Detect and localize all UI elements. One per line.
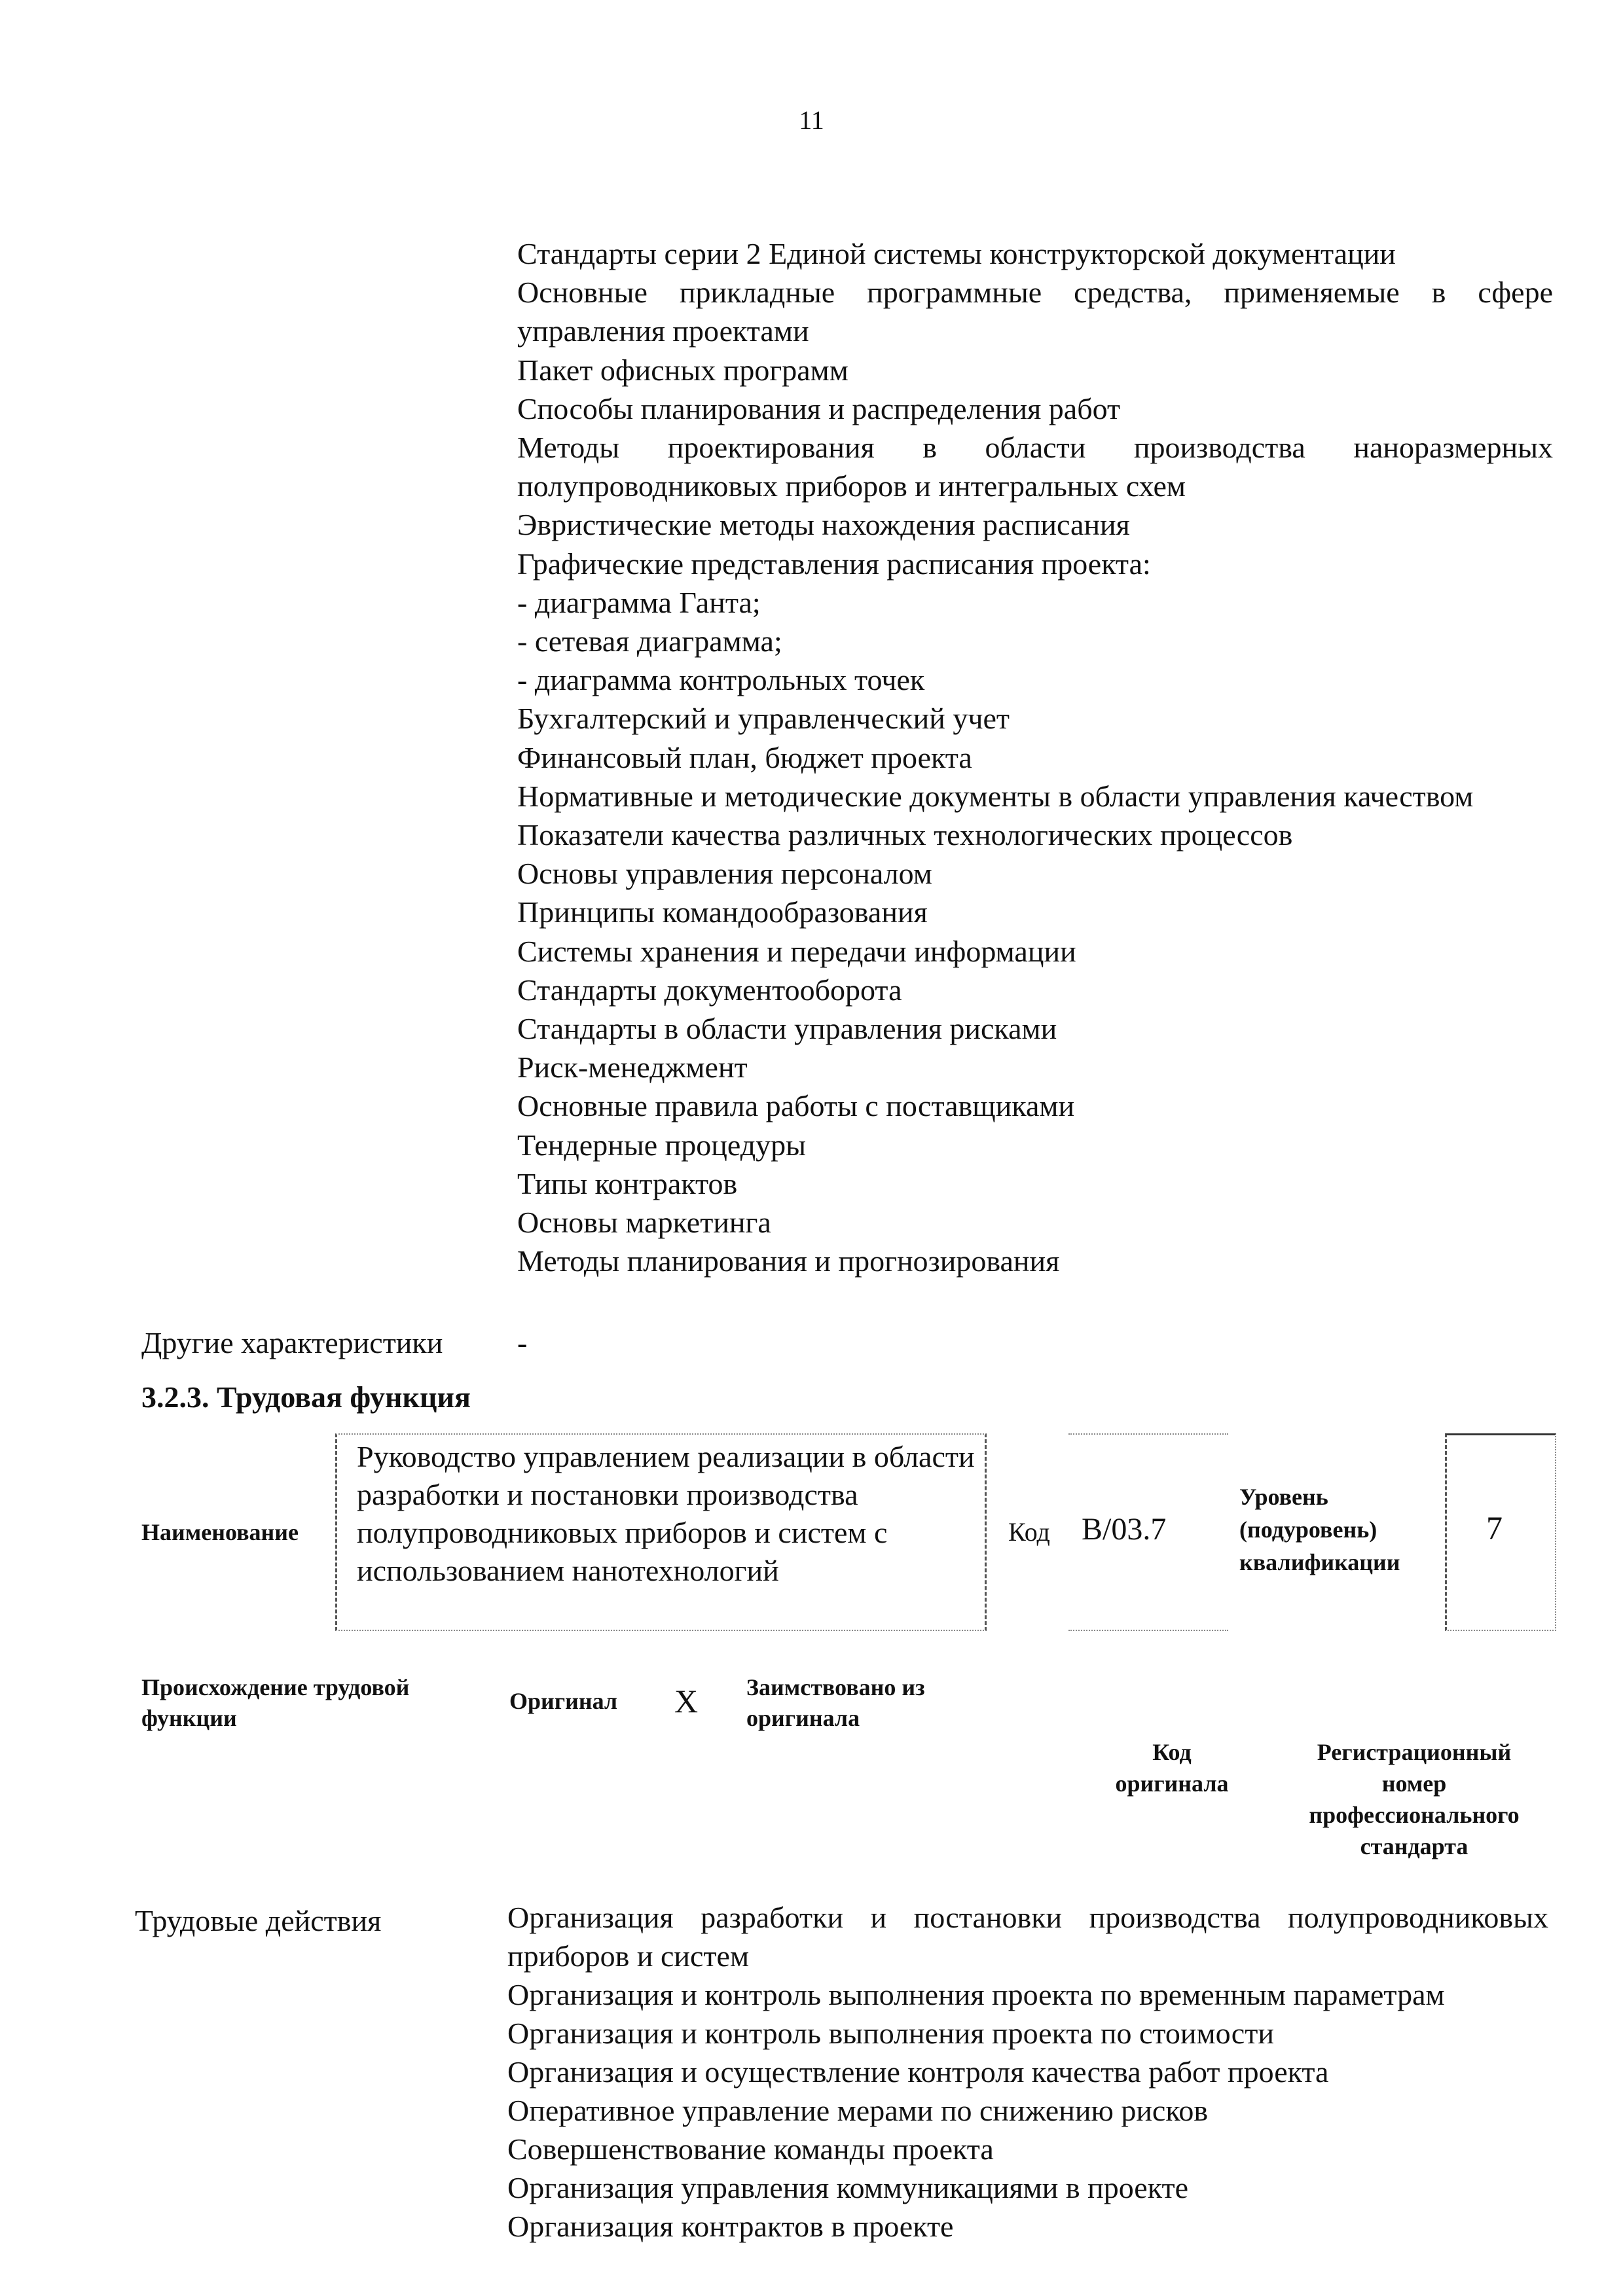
qualification-level-label: [1239, 1480, 1400, 1579]
list-item: Организация контрактов в проекте: [507, 2210, 954, 2243]
reg-label-line: стандарта: [1360, 1833, 1468, 1859]
reg-label-line: Регистрационный: [1317, 1739, 1512, 1765]
labor-actions-label: Трудовые действия: [135, 1904, 382, 1937]
list-item: Стандарты документооборота: [517, 973, 902, 1007]
qualification-level-value: 7: [1486, 1509, 1503, 1546]
list-item: Тендерные процедуры: [517, 1128, 806, 1162]
required-knowledge-list: [517, 234, 1553, 1280]
reg-label-line: профессионального: [1309, 1802, 1520, 1828]
list-item: - диаграмма Ганта;: [517, 585, 761, 619]
origin-label: [141, 1672, 409, 1734]
list-item: Финансовый план, бюджет проекта: [517, 740, 972, 774]
list-item: Основы маркетинга: [517, 1206, 771, 1240]
list-item: Оперативное управление мерами по снижению рисков: [507, 2094, 1209, 2127]
list-item: Эвристические методы нахождения расписания: [517, 508, 1130, 542]
list-item: Стандарты в области управления рисками: [517, 1012, 1057, 1046]
list-item: Организация управления коммуникациями в проекте: [507, 2171, 1188, 2204]
list-item: Организация разработки и постановки производства полупроводниковых приборов и систем: [507, 1901, 1548, 1973]
list-item: Принципы командообразования: [517, 895, 928, 929]
origin-label-line: Происхождение трудовой: [141, 1674, 410, 1700]
list-item: Основы управления персоналом: [517, 857, 932, 891]
original-code-label: [1087, 1736, 1257, 1799]
borrowed-label: [746, 1672, 925, 1734]
original-code-line: Код: [1152, 1739, 1192, 1765]
list-item: Показатели качества различных технологических процессов: [517, 818, 1293, 852]
labor-actions-list: [507, 1898, 1548, 2246]
list-item: Нормативные и методические документы в области управления качеством: [517, 779, 1474, 813]
section-title: 3.2.3. Трудовая функция: [141, 1380, 471, 1414]
origin-label-line: функции: [141, 1705, 237, 1731]
original-label: Оригинал: [509, 1688, 618, 1714]
name-label: Наименование: [141, 1519, 299, 1545]
reg-label-line: номер: [1381, 1770, 1447, 1797]
list-item: Пакет офисных программ: [517, 353, 848, 387]
list-item: Методы планирования и прогнозирования: [517, 1244, 1060, 1278]
list-item: Стандарты серии 2 Единой системы конструкторской документации: [517, 237, 1396, 270]
borrowed-label-line: Заимствовано из: [746, 1674, 925, 1700]
list-item: Системы хранения и передачи информации: [517, 934, 1076, 968]
level-label-line: квалификации: [1239, 1549, 1400, 1575]
list-item: Основные правила работы с поставщиками: [517, 1089, 1075, 1123]
original-code-line: оригинала: [1115, 1770, 1229, 1797]
level-label-line: Уровень: [1239, 1484, 1328, 1510]
other-characteristics-label: Другие характеристики: [141, 1326, 443, 1359]
list-item: - диаграмма контрольных точек: [517, 663, 925, 697]
other-characteristics-value: -: [517, 1326, 528, 1359]
list-item: Графические представления расписания проекта:: [517, 547, 1151, 581]
list-item: Бухгалтерский и управленческий учет: [517, 702, 1010, 736]
list-item: Риск-менеджмент: [517, 1050, 748, 1085]
code-value: B/03.7: [1082, 1512, 1167, 1547]
list-item: Основные прикладные программные средства, применяемые в сфере управления проектами: [517, 276, 1553, 348]
page-number: 11: [799, 105, 824, 135]
borrowed-label-line: оригинала: [746, 1705, 860, 1731]
list-item: Типы контрактов: [517, 1166, 738, 1200]
registration-number-label: [1277, 1736, 1552, 1862]
function-name-value: Руководство управлением реализации в области разработки и постановки производства полупроводниковых приборов и систем с использованием нанотехнологий: [357, 1440, 975, 1587]
code-label: Код: [1008, 1517, 1050, 1547]
list-item: Способы планирования и распределения работ: [517, 391, 1121, 425]
list-item: Совершенствование команды проекта: [507, 2132, 994, 2166]
original-mark: X: [674, 1683, 699, 1719]
level-label-line: (подуровень): [1239, 1516, 1377, 1543]
list-item: Методы проектирования в области производства наноразмерных полупроводниковых приборов и интегральных схем: [517, 431, 1553, 503]
list-item: Организация и осуществление контроля качества работ проекта: [507, 2055, 1329, 2089]
list-item: Организация и контроль выполнения проекта по временным параметрам: [507, 1978, 1445, 2011]
list-item: - сетевая диаграмма;: [517, 624, 782, 658]
list-item: Организация и контроль выполнения проекта по стоимости: [507, 2017, 1274, 2050]
